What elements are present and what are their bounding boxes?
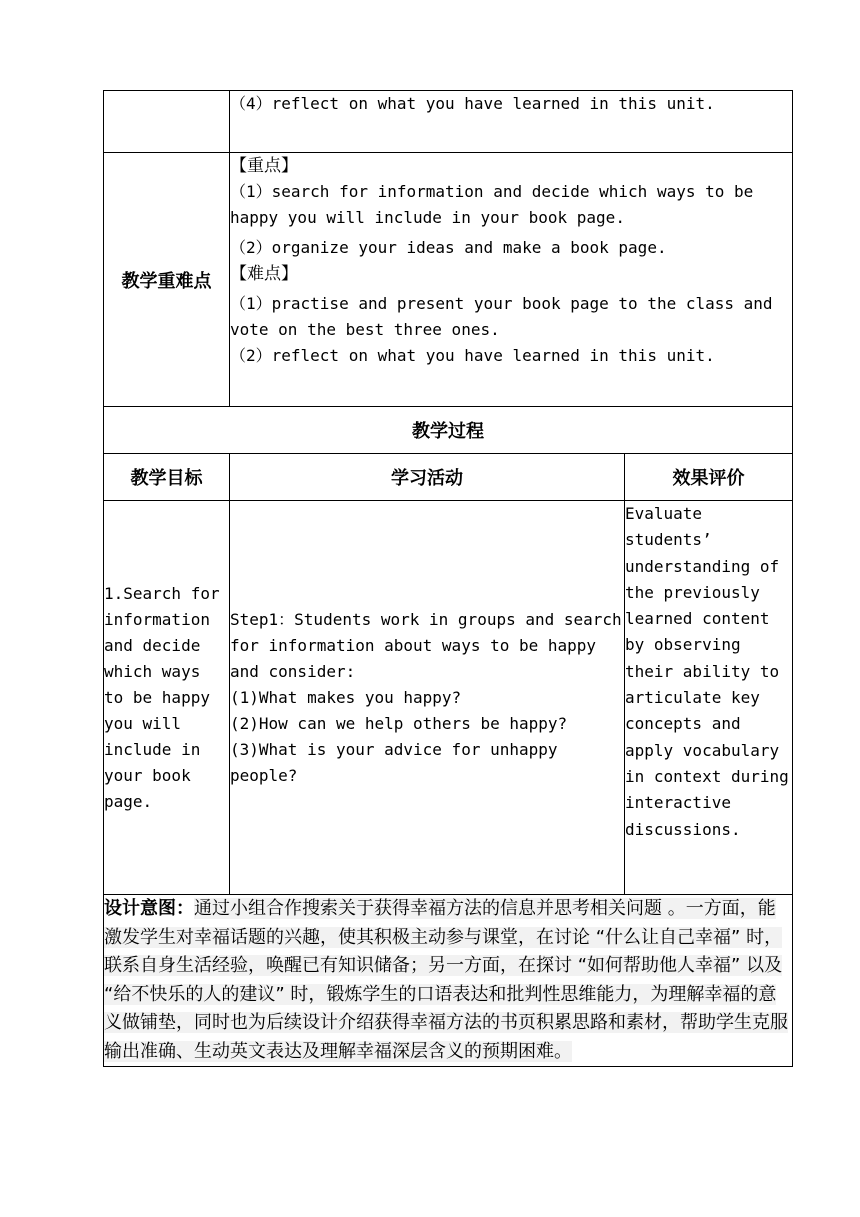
- activity-step-text: Step1：Students work in groups and search for information about ways to be happy and consider:: [230, 609, 622, 681]
- activity-question-2: (2)How can we help others be happy?: [230, 713, 568, 733]
- goal-text: 1.Search for information and decide which ways to be happy you will include in your book page.: [104, 583, 220, 811]
- key-points-label: 教学重难点: [104, 153, 230, 407]
- objective-4-text: （4）reflect on what you have learned in this unit.: [230, 94, 715, 113]
- design-intent-text: 通过小组合作搜索关于获得幸福方法的信息并思考相关问题 。一方面，能激发学生对幸福话题的兴趣，使其积极主动参与课堂，在讨论 “什么让自己幸福” 时，联系自身生活经验，唤醒已有知识储备；另一方面，在探讨 “如何帮助他人幸福” 以及 “给不快乐的人的建议” 时，锻炼学生的口语表达和批判性思维能力，为理解幸福的意义做铺垫，同时也为后续设计介绍获得幸福方法的书页积累思路和素材，帮助学生克服输出准确、生动英文表达及理解幸福深层含义的预期困难。: [104, 898, 788, 1062]
- step-1-row: [104, 501, 793, 895]
- col-header-goal: 教学目标: [104, 454, 230, 501]
- evaluation-cell: [625, 501, 793, 895]
- design-intent-label: 设计意图：: [104, 898, 194, 919]
- goal-cell: [104, 501, 230, 895]
- column-header-row: [104, 454, 793, 501]
- lesson-plan-table: [103, 90, 793, 1067]
- process-title-row: [104, 407, 793, 454]
- objectives-cell: [230, 91, 793, 153]
- empty-label-cell: [104, 91, 230, 153]
- design-intent-row: [104, 895, 793, 1067]
- activity-question-3: (3)What is your advice for unhappy people?: [230, 739, 558, 785]
- objectives-continuation-row: [104, 91, 793, 153]
- key-points-cell: [230, 153, 793, 407]
- activity-question-1: (1)What makes you happy?: [230, 687, 462, 707]
- key-points-heading: 【重点】: [230, 156, 298, 176]
- difficult-points-heading: 【难点】: [230, 264, 298, 284]
- evaluation-text: Evaluate students’ understanding of the previously learned content by observing their ability to articulate key concepts and apply vocabulary in context during interactive discussions.: [625, 504, 789, 839]
- process-title: 教学过程: [104, 407, 793, 454]
- col-header-evaluation: 效果评价: [625, 454, 793, 501]
- difficult-point-1: （1）practise and present your book page to the class and vote on the best three ones.: [230, 294, 773, 339]
- key-point-2: （2）organize your ideas and make a book page.: [230, 238, 667, 257]
- activity-cell: [230, 501, 625, 895]
- col-header-activity: 学习活动: [230, 454, 625, 501]
- difficult-point-2: （2）reflect on what you have learned in this unit.: [230, 346, 715, 365]
- key-points-row: [104, 153, 793, 407]
- design-intent-cell: [104, 895, 793, 1067]
- key-point-1: （1）search for information and decide which ways to be happy you will include in your book page.: [230, 182, 754, 227]
